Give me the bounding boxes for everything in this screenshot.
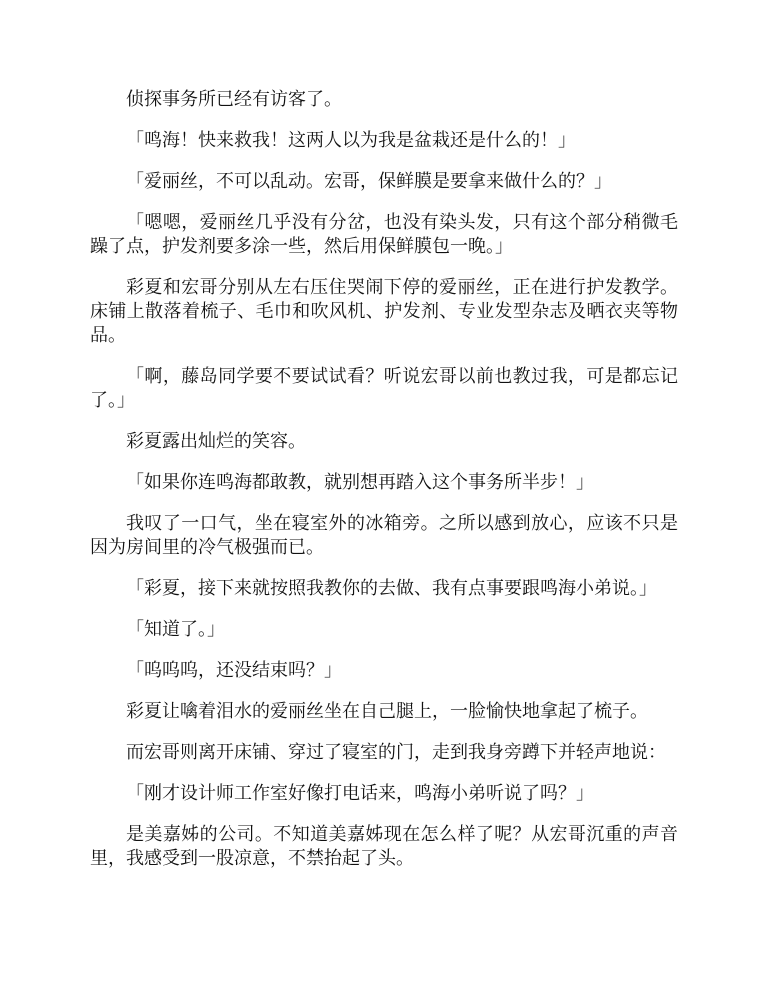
paragraph: 「呜呜呜，还没结束吗？」 bbox=[126, 660, 342, 681]
paragraph: 「鸣海！快来救我！这两人以为我是盆栽还是什么的！」 bbox=[126, 130, 576, 151]
paragraph: 「知道了。」 bbox=[126, 619, 225, 640]
paragraph: 彩夏露出灿烂的笑容。 bbox=[126, 431, 306, 452]
paragraph: 侦探事务所已经有访客了。 bbox=[126, 89, 342, 110]
paragraph: 「如果你连鸣海都敢教，就别想再踏入这个事务所半步！」 bbox=[126, 472, 594, 493]
text-body bbox=[90, 88, 678, 888]
paragraph: 「彩夏，接下来就按照我教你的去做、我有点事要跟鸣海小弟说。」 bbox=[126, 578, 657, 599]
paragraph: 而宏哥则离开床铺、穿过了寝室的门，走到我身旁蹲下并轻声地说： bbox=[126, 742, 666, 763]
paragraph: 「刚才设计师工作室好像打电话来，鸣海小弟听说了吗？」 bbox=[126, 783, 594, 804]
paragraph: 是美嘉姊的公司。不知道美嘉姊现在怎么样了呢？从宏哥沉重的声音里，我感受到一股凉意，不禁抬起了头。 bbox=[90, 824, 678, 869]
paragraph: 彩夏让噙着泪水的爱丽丝坐在自己腿上，一脸愉快地拿起了梳子。 bbox=[126, 701, 648, 722]
paragraph: 「嗯嗯，爱丽丝几乎没有分岔，也没有染头发，只有这个部分稍微毛躁了点，护发剂要多涂一些，然后用保鲜膜包一晚。」 bbox=[90, 212, 678, 257]
paragraph: 我叹了一口气，坐在寝室外的冰箱旁。之所以感到放心，应该不只是因为房间里的冷气极强而已。 bbox=[90, 513, 678, 558]
paragraph: 「爱丽丝，不可以乱动。宏哥，保鲜膜是要拿来做什么的？」 bbox=[126, 171, 612, 192]
paragraph: 彩夏和宏哥分别从左右压住哭闹下停的爱丽丝，正在进行护发教学。床铺上散落着梳子、毛巾和吹风机、护发剂、专业发型杂志及晒衣夹等物品。 bbox=[90, 277, 678, 346]
paragraph: 「啊，藤岛同学要不要试试看？听说宏哥以前也教过我，可是都忘记了。」 bbox=[90, 366, 678, 411]
